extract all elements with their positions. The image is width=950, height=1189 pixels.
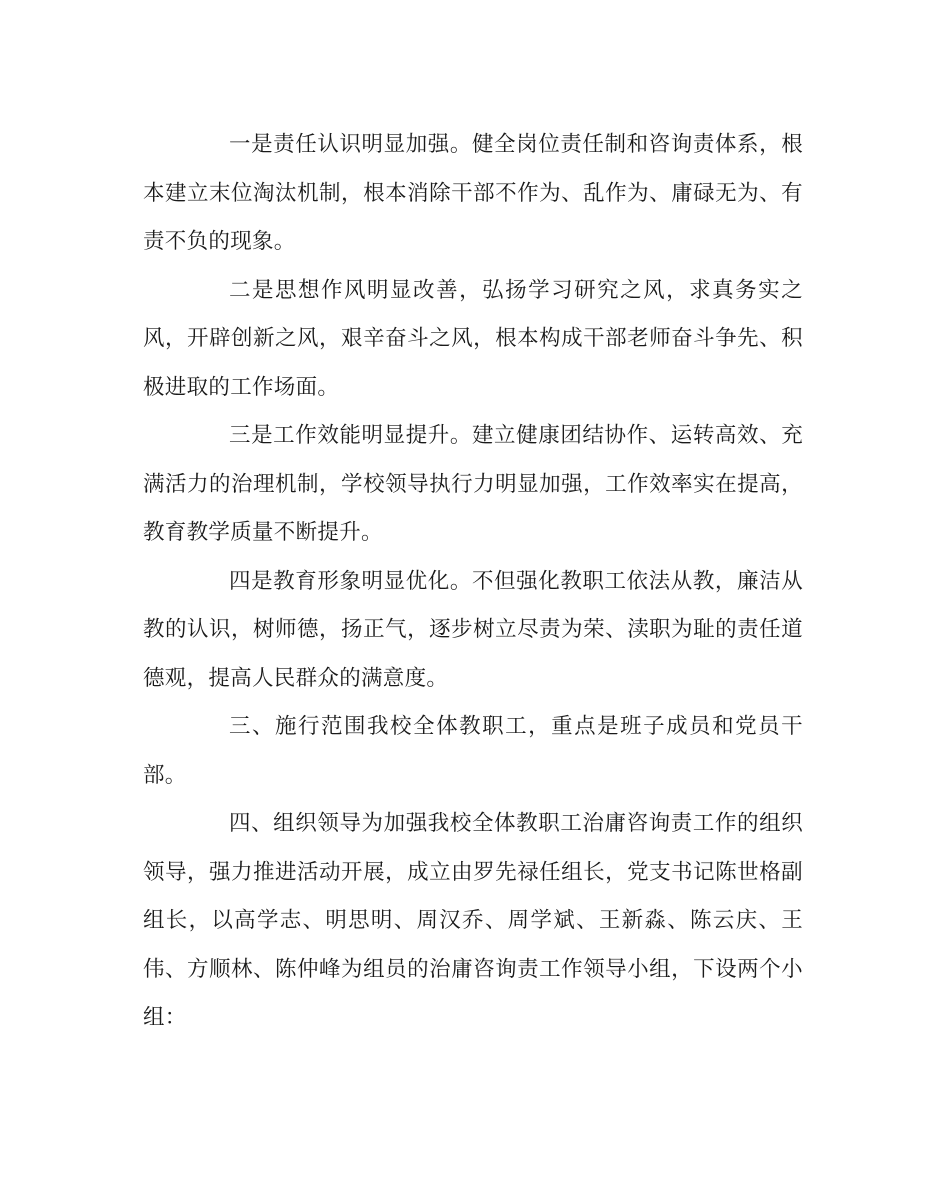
paragraph-scope: 三、施行范围我校全体教职工，重点是班子成员和党员干部。	[143, 714, 803, 788]
paragraph-organization: 四、组织领导为加强我校全体教职工治庸咨询责工作的组织领导，强力推进活动开展，成立由罗先禄任组长，党支书记陈世格副组长，以高学志、明思明、周汉乔、周学斌、王新淼、陈云庆、王伟、方顺林、陈仲峰为组员的治庸咨询责工作领导小组，下设两个小组：	[143, 811, 803, 1030]
paragraph-efficiency: 三是工作效能明显提升。建立健康团结协作、运转高效、充满活力的治理机制，学校领导执行力明显加强，工作效率实在提高，教育教学质量不断提升。	[143, 423, 803, 545]
paragraph-responsibility: 一是责任认识明显加强。健全岗位责任制和咨询责体系，根本建立末位淘汰机制，根本消除干部不作为、乱作为、庸碌无为、有责不负的现象。	[143, 132, 803, 254]
paragraph-education-image: 四是教育形象明显优化。不但强化教职工依法从教，廉洁从教的认识，树师德，扬正气，逐步树立尽责为荣、渎职为耻的责任道德观，提高人民群众的满意度。	[143, 568, 803, 691]
paragraph-work-style: 二是思想作风明显改善，弘扬学习研究之风，求真务实之风，开辟创新之风，艰辛奋斗之风，根本构成干部老师奋斗争先、积极进取的工作场面。	[143, 277, 803, 400]
document-body	[143, 121, 803, 1043]
